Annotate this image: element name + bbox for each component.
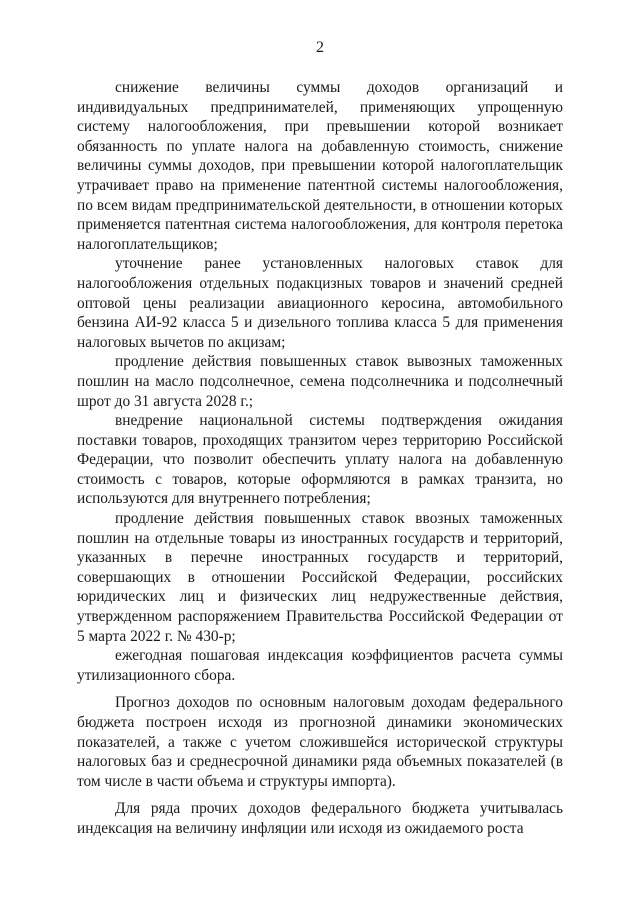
paragraph-import-duties: продление действия повышенных ставок ввозных таможенных пошлин на отдельные товары из иностранных государств и территорий, указанных в перечне иностранных государств и территорий, совершающих в отношении Российской Федерации, российских юридических лиц и физических лиц недружественные действия, утвержденном распоряжением Правительства Российской Федерации от 5 марта 2022 г. № 430-р; <box>77 510 563 645</box>
paragraph-other-revenues: Для ряда прочих доходов федерального бюджета учитывалась индексация на величину инфляции или исходя из ожидаемого роста <box>77 800 563 837</box>
paragraph-tax-forecast: Прогноз доходов по основным налоговым доходам федерального бюджета построен исходя из прогнозной динамики экономических показателей, а также с учетом сложившейся исторической структуры налоговых баз и среднесрочной динамики ряда объемных показателей (в том числе в части объема и структуры импорта). <box>77 694 563 790</box>
paragraph-recycling-fee: ежегодная пошаговая индексация коэффициентов расчета суммы утилизационного сбора. <box>77 647 563 684</box>
paragraph-transit-system: внедрение национальной системы подтверждения ожидания поставки товаров, проходящих транзитом через территорию Российской Федерации, что позволит обеспечить уплату налога на добавленную стоимость с товаров, которые оформляются в рамках транзита, но используются для внутреннего потребления; <box>77 412 563 508</box>
paragraph-usn-threshold: снижение величины суммы доходов организаций и индивидуальных предпринимателей, применяющих упрощенную систему налогообложения, при превышении которой возникает обязанность по уплате налога на добавленную стоимость, снижение величины суммы доходов, при превышении которой налогоплательщик утрачивает право на применение патентной системы налогообложения, по всем видам предпринимательской деятельности, в отношении которых применяется патентная система налогообложения, для контроля перетока налогоплательщиков; <box>77 79 563 253</box>
page-number: 2 <box>316 39 324 56</box>
paragraph-excise-rates: уточнение ранее установленных налоговых ставок для налогообложения отдельных подакцизных товаров и значений средней оптовой цены реализации авиационного керосина, автомобильного бензина АИ-92 класса 5 и дизельного топлива класса 5 для применения налоговых вычетов по акцизам; <box>77 255 563 351</box>
document-body <box>77 78 563 839</box>
paragraph-export-duties: продление действия повышенных ставок вывозных таможенных пошлин на масло подсолнечное, семена подсолнечника и подсолнечный шрот до 31 августа 2028 г.; <box>77 353 563 410</box>
